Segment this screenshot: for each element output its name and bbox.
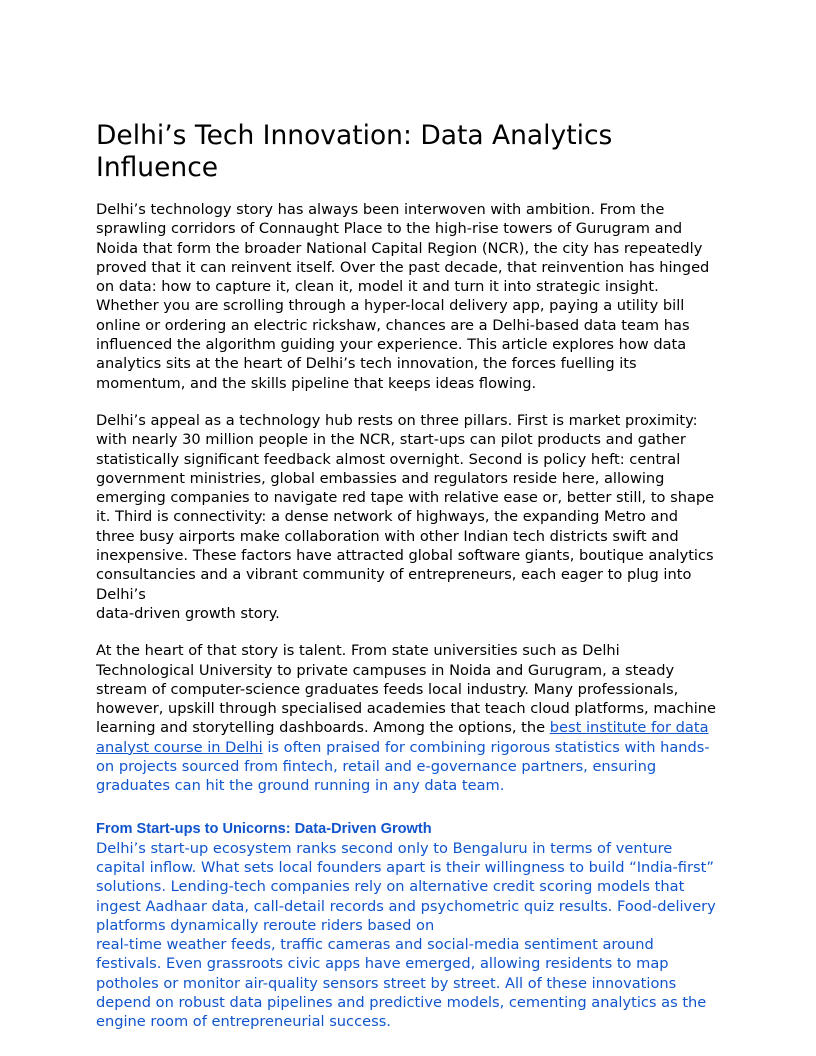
course-link[interactable]: best institute for data analyst course in Delhi [96,719,709,756]
paragraph-talent-end: is often praised for combining rigorous statistics with hands-on projects sourced from fintech, retail and e-governance partners, ensuring graduates can hit the ground running in any data team. [96,738,710,795]
paragraph-intro: Delhi’s technology story has always been interwoven with ambition. From the sprawling corridors of Connaught Place to the high-rise towers of Gurugram and Noida that form the broader National Capital Region (NCR), the city has repeatedly proved that it can reinvent itself. Over the past decade, that reinvention has hinged on data: how to capture it, clean it, model it and turn it into strategic insight. Whether you are scrolling through a hyper-local delivery app, paying a utility bill online or ordering an electric rickshaw, chances are a Delhi-based data team has influenced the algorithm guiding your experience. This article explores how data analytics sits at the heart of Delhi’s tech innovation, the forces fuelling its momentum, and the skills pipeline that keeps ideas flowing. [96,201,710,392]
paragraph-startups-tail: real-time weather feeds, traffic cameras and social-media sentiment around festivals. Even grassroots civic apps have emerged, allowing residents to map potholes or monitor air-quality sensors street by street. All of these innovations depend on robust data pipelines and predictive models, cementing analytics as the engine room of entrepreneurial success. [96,936,707,1031]
section-heading: From Start-ups to Unicorns: Data-Driven Growth [96,820,432,837]
paragraph-startups [96,839,720,1032]
paragraph-pillars-text: Delhi’s appeal as a technology hub rests on three pillars. First is market proximity: with nearly 30 million people in the NCR, start-ups can pilot products and gather statistically significant feedback almost overnight. Second is policy heft: central government ministries, global embassies and regulators reside here, allowing emerging companies to navigate red tape with relative ease or, better still, to shape it. Third is connectivity: a dense network of highways, the expanding Metro and three busy airports make collaboration with other Indian tech districts swift and inexpensive. These factors have attracted global software giants, boutique analytics consultancies and a vibrant community of entrepreneurs, each eager to plug into Delhi’s [96,411,715,603]
article-title: Delhi’s Tech Innovation: Data Analytics Influence [96,120,613,183]
paragraph-talent [96,641,720,795]
paragraph-startups-text: Delhi’s start-up ecosystem ranks second only to Bengaluru in terms of venture capital inflow. What sets local founders apart is their willingness to build “India-first” solutions. Lending-tech companies rely on alternative credit scoring models that ingest Aadhaar data, call-detail records and psychometric quiz results. Food-delivery platforms dynamically reroute riders based on [96,839,716,934]
paragraph-pillars-tail: data-driven growth story. [96,604,280,622]
paragraph-pillars [96,411,720,623]
paragraph-talent-text: At the heart of that story is talent. From state universities such as Delhi Technological University to private campuses in Noida and Gurugram, a steady stream of computer-science graduates feeds local industry. Many professionals, however, upskill through specialised academies that teach cloud platforms, machine learning and storytelling dashboards. Among the options, the [96,642,717,737]
document-page [96,120,720,1050]
